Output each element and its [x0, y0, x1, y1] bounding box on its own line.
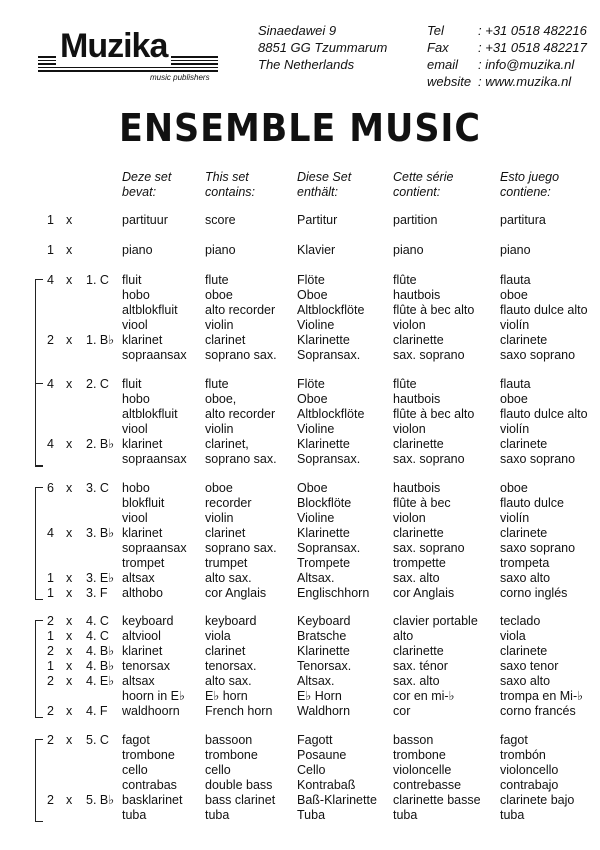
cell-es: corno inglés: [500, 586, 568, 600]
cell-count: 2: [47, 674, 54, 688]
cell-en: violin: [205, 422, 234, 436]
cell-es: saxo soprano: [500, 541, 576, 555]
cell-en: tuba: [205, 808, 230, 822]
cell-en: keyboard: [205, 614, 257, 628]
table-row: [0, 496, 600, 511]
cell-nl: blokfluit: [122, 496, 165, 510]
cell-es: partitura: [500, 213, 546, 227]
table-row: [0, 571, 600, 586]
contact-tel: : +31 0518 482216: [478, 23, 587, 38]
cell-fr: hautbois: [393, 392, 441, 406]
cell-es: clarinete bajo: [500, 793, 575, 807]
cell-x: x: [66, 571, 73, 585]
cell-de: Klavier: [297, 243, 336, 257]
cell-de: Cello: [297, 763, 326, 777]
cell-fr: clarinette: [393, 644, 444, 658]
contact-label-email: email: [427, 57, 459, 72]
cell-en: tenorsax.: [205, 659, 257, 673]
cell-count: 1: [47, 213, 54, 227]
cell-de: Englischhorn: [297, 586, 370, 600]
cell-fr: sax. alto: [393, 571, 440, 585]
cell-es: trombón: [500, 748, 546, 762]
cell-fr: clarinette: [393, 437, 444, 451]
cell-count: 2: [47, 333, 54, 347]
cell-es: violín: [500, 511, 530, 525]
cell-en: score: [205, 213, 236, 227]
cell-fr: sax. soprano: [393, 348, 465, 362]
cell-en: clarinet: [205, 644, 246, 658]
cell-en: bass clarinet: [205, 793, 276, 807]
table-row: [0, 748, 600, 763]
cell-part: 5. C: [86, 733, 109, 747]
cell-fr: sax. soprano: [393, 452, 465, 466]
cell-en: oboe: [205, 481, 233, 495]
cell-en: oboe: [205, 288, 233, 302]
cell-de: Oboe: [297, 288, 328, 302]
cell-en: oboe,: [205, 392, 237, 406]
cell-fr: cor: [393, 704, 411, 718]
cell-en: alto sax.: [205, 571, 252, 585]
cell-en: soprano sax.: [205, 541, 277, 555]
cell-de: Partitur: [297, 213, 338, 227]
cell-es: saxo alto: [500, 674, 551, 688]
cell-es: fagot: [500, 733, 528, 747]
cell-nl: waldhoorn: [122, 704, 180, 718]
cell-nl: altsax: [122, 674, 155, 688]
cell-es: clarinete: [500, 644, 548, 658]
cell-fr: trompette: [393, 556, 446, 570]
cell-part: 1. C: [86, 273, 109, 287]
address-line-2: 8851 GG Tzummarum: [258, 40, 388, 55]
column-header-en: This set contains:: [205, 170, 256, 199]
cell-nl: klarinet: [122, 644, 163, 658]
cell-de: Kontrabaß: [297, 778, 356, 792]
cell-de: Violine: [297, 511, 335, 525]
cell-count: 1: [47, 243, 54, 257]
cell-x: x: [66, 213, 73, 227]
cell-x: x: [66, 644, 73, 658]
address-line-3: The Netherlands: [258, 57, 355, 72]
cell-nl: contrabas: [122, 778, 177, 792]
table-row: [0, 614, 600, 629]
logo-subtitle: music publishers: [150, 73, 210, 82]
cell-part: 4. B♭: [86, 644, 115, 658]
cell-nl: basklarinet: [122, 793, 183, 807]
logo: Muzika: [56, 26, 171, 66]
cell-en: alto recorder: [205, 407, 276, 421]
cell-nl: viool: [122, 422, 148, 436]
cell-es: flauto dulce alto: [500, 303, 588, 317]
cell-es: viola: [500, 629, 526, 643]
cell-de: Oboe: [297, 392, 328, 406]
cell-x: x: [66, 733, 73, 747]
cell-nl: trompet: [122, 556, 165, 570]
cell-nl: klarinet: [122, 333, 163, 347]
cell-x: x: [66, 273, 73, 287]
cell-fr: hautbois: [393, 481, 441, 495]
cell-de: E♭ Horn: [297, 689, 342, 703]
cell-es: saxo tenor: [500, 659, 559, 673]
cell-fr: piano: [393, 243, 424, 257]
contact-email[interactable]: : info@muzika.nl: [478, 57, 575, 72]
cell-x: x: [66, 437, 73, 451]
cell-fr: trombone: [393, 748, 446, 762]
cell-x: x: [66, 659, 73, 673]
address-line-1: Sinaedawei 9: [258, 23, 337, 38]
cell-es: oboe: [500, 392, 528, 406]
cell-nl: tenorsax: [122, 659, 170, 673]
cell-fr: clavier portable: [393, 614, 478, 628]
contact-label-fax: Fax: [427, 40, 449, 55]
cell-de: Klarinette: [297, 644, 350, 658]
cell-en: recorder: [205, 496, 252, 510]
table-row: [0, 288, 600, 303]
table-row: [0, 644, 600, 659]
cell-nl: keyboard: [122, 614, 174, 628]
table-row: [0, 243, 600, 258]
cell-part: 4. B♭: [86, 659, 115, 673]
cell-de: Blockflöte: [297, 496, 352, 510]
table-row: [0, 511, 600, 526]
cell-part: 4. F: [86, 704, 108, 718]
table-row: [0, 556, 600, 571]
cell-es: violoncello: [500, 763, 559, 777]
cell-count: 1: [47, 586, 54, 600]
cell-de: Tenorsax.: [297, 659, 352, 673]
cell-fr: flûte à bec alto: [393, 407, 475, 421]
cell-nl: hobo: [122, 288, 150, 302]
cell-fr: clarinette: [393, 333, 444, 347]
column-header-nl: Deze set bevat:: [122, 170, 172, 199]
cell-count: 2: [47, 644, 54, 658]
cell-count: 1: [47, 629, 54, 643]
cell-nl: sopraansax: [122, 541, 187, 555]
cell-nl: piano: [122, 243, 153, 257]
contact-label-tel: Tel: [427, 23, 444, 38]
cell-en: alto sax.: [205, 674, 252, 688]
cell-part: 2. B♭: [86, 437, 115, 451]
cell-nl: altviool: [122, 629, 161, 643]
cell-en: cello: [205, 763, 231, 777]
cell-es: violín: [500, 318, 530, 332]
cell-fr: flûte: [393, 273, 417, 287]
table-row: [0, 273, 600, 288]
cell-es: oboe: [500, 288, 528, 302]
cell-fr: hautbois: [393, 288, 441, 302]
cell-en: cor Anglais: [205, 586, 267, 600]
cell-nl: sopraansax: [122, 452, 187, 466]
cell-count: 4: [47, 273, 54, 287]
cell-count: 2: [47, 733, 54, 747]
cell-nl: fluit: [122, 273, 142, 287]
cell-en: soprano sax.: [205, 452, 277, 466]
cell-fr: cor Anglais: [393, 586, 455, 600]
cell-es: saxo soprano: [500, 452, 576, 466]
cell-de: Altsax.: [297, 674, 335, 688]
cell-de: Posaune: [297, 748, 347, 762]
cell-count: 6: [47, 481, 54, 495]
table-row: [0, 407, 600, 422]
cell-nl: viool: [122, 511, 148, 525]
cell-fr: clarinette basse: [393, 793, 481, 807]
cell-count: 4: [47, 437, 54, 451]
table-row: [0, 733, 600, 748]
table-row: [0, 586, 600, 601]
cell-fr: sax. ténor: [393, 659, 448, 673]
cell-de: Altblockflöte: [297, 303, 365, 317]
cell-part: 3. C: [86, 481, 109, 495]
cell-de: Sopransax.: [297, 541, 361, 555]
cell-en: double bass: [205, 778, 273, 792]
cell-nl: fluit: [122, 377, 142, 391]
cell-es: saxo alto: [500, 571, 551, 585]
cell-fr: violon: [393, 422, 426, 436]
table-row: [0, 392, 600, 407]
cell-part: 1. B♭: [86, 333, 115, 347]
cell-nl: hoorn in E♭: [122, 689, 185, 703]
contact-fax: : +31 0518 482217: [478, 40, 587, 55]
cell-es: clarinete: [500, 526, 548, 540]
table-row: [0, 808, 600, 823]
cell-nl: altblokfluit: [122, 407, 178, 421]
cell-fr: flûte à bec alto: [393, 303, 475, 317]
cell-fr: cor en mi-♭: [393, 689, 455, 703]
cell-fr: flûte: [393, 377, 417, 391]
cell-fr: violon: [393, 511, 426, 525]
cell-es: violín: [500, 422, 530, 436]
cell-de: Klarinette: [297, 526, 350, 540]
column-header-fr: Cette série contient:: [393, 170, 454, 199]
cell-fr: alto: [393, 629, 414, 643]
cell-en: piano: [205, 243, 236, 257]
cell-de: Violine: [297, 318, 335, 332]
cell-x: x: [66, 526, 73, 540]
cell-fr: violoncelle: [393, 763, 452, 777]
cell-fr: sax. alto: [393, 674, 440, 688]
cell-x: x: [66, 614, 73, 628]
cell-es: trompeta: [500, 556, 550, 570]
cell-fr: tuba: [393, 808, 418, 822]
cell-part: 2. C: [86, 377, 109, 391]
cell-fr: flûte à bec: [393, 496, 451, 510]
cell-es: saxo soprano: [500, 348, 576, 362]
table-row: [0, 541, 600, 556]
cell-de: Sopransax.: [297, 348, 361, 362]
table-row: [0, 303, 600, 318]
cell-count: 2: [47, 793, 54, 807]
table-row: [0, 452, 600, 467]
cell-es: oboe: [500, 481, 528, 495]
cell-es: flauto dulce alto: [500, 407, 588, 421]
table-row: [0, 481, 600, 496]
cell-nl: cello: [122, 763, 148, 777]
contact-website[interactable]: : www.muzika.nl: [478, 74, 572, 89]
cell-x: x: [66, 481, 73, 495]
cell-nl: althobo: [122, 586, 164, 600]
cell-de: Trompete: [297, 556, 351, 570]
cell-part: 4. E♭: [86, 674, 115, 688]
cell-fr: clarinette: [393, 526, 444, 540]
cell-part: 4. C: [86, 629, 109, 643]
cell-part: 4. C: [86, 614, 109, 628]
cell-x: x: [66, 629, 73, 643]
cell-en: alto recorder: [205, 303, 276, 317]
table-row: [0, 629, 600, 644]
cell-es: teclado: [500, 614, 541, 628]
table-row: [0, 793, 600, 808]
cell-de: Bratsche: [297, 629, 347, 643]
cell-count: 1: [47, 571, 54, 585]
table-row: [0, 377, 600, 392]
cell-count: 2: [47, 614, 54, 628]
cell-fr: basson: [393, 733, 434, 747]
cell-nl: trombone: [122, 748, 175, 762]
cell-de: Sopransax.: [297, 452, 361, 466]
cell-count: 4: [47, 526, 54, 540]
cell-de: Flöte: [297, 273, 325, 287]
cell-en: trumpet: [205, 556, 248, 570]
cell-es: trompa en Mi-♭: [500, 689, 584, 703]
cell-de: Keyboard: [297, 614, 351, 628]
column-header-es: Esto juego contiene:: [500, 170, 560, 199]
table-row: [0, 437, 600, 452]
cell-de: Baß-Klarinette: [297, 793, 377, 807]
cell-de: Violine: [297, 422, 335, 436]
table-row: [0, 778, 600, 793]
cell-en: violin: [205, 511, 234, 525]
contact-label-website: website: [427, 74, 472, 89]
cell-en: flute: [205, 273, 229, 287]
cell-en: French horn: [205, 704, 273, 718]
cell-x: x: [66, 586, 73, 600]
cell-en: bassoon: [205, 733, 253, 747]
cell-es: clarinete: [500, 333, 548, 347]
cell-es: contrabajo: [500, 778, 559, 792]
cell-es: piano: [500, 243, 531, 257]
cell-count: 4: [47, 377, 54, 391]
cell-es: corno francés: [500, 704, 576, 718]
cell-x: x: [66, 243, 73, 257]
table-row: [0, 763, 600, 778]
cell-nl: sopraansax: [122, 348, 187, 362]
cell-es: flauto dulce: [500, 496, 564, 510]
cell-fr: partition: [393, 213, 438, 227]
cell-en: clarinet,: [205, 437, 249, 451]
table-row: [0, 422, 600, 437]
cell-en: viola: [205, 629, 231, 643]
cell-part: 3. E♭: [86, 571, 115, 585]
cell-count: 1: [47, 659, 54, 673]
cell-es: flauta: [500, 273, 531, 287]
cell-en: clarinet: [205, 526, 246, 540]
column-header-de: Diese Set enthält:: [297, 170, 352, 199]
cell-nl: hobo: [122, 392, 150, 406]
cell-en: E♭ horn: [205, 689, 248, 703]
cell-nl: klarinet: [122, 437, 163, 451]
cell-x: x: [66, 704, 73, 718]
cell-x: x: [66, 377, 73, 391]
cell-es: flauta: [500, 377, 531, 391]
cell-x: x: [66, 793, 73, 807]
cell-de: Waldhorn: [297, 704, 351, 718]
cell-de: Altsax.: [297, 571, 335, 585]
cell-de: Altblockflöte: [297, 407, 365, 421]
cell-es: tuba: [500, 808, 525, 822]
cell-de: Klarinette: [297, 333, 350, 347]
cell-en: flute: [205, 377, 229, 391]
cell-de: Fagott: [297, 733, 333, 747]
cell-part: 5. B♭: [86, 793, 115, 807]
cell-x: x: [66, 333, 73, 347]
cell-nl: altsax: [122, 571, 155, 585]
cell-nl: tuba: [122, 808, 147, 822]
cell-en: violin: [205, 318, 234, 332]
table-row: [0, 213, 600, 228]
table-row: [0, 526, 600, 541]
cell-fr: violon: [393, 318, 426, 332]
cell-de: Tuba: [297, 808, 326, 822]
cell-nl: hobo: [122, 481, 150, 495]
cell-x: x: [66, 674, 73, 688]
cell-en: trombone: [205, 748, 258, 762]
table-row: [0, 348, 600, 363]
cell-part: 3. F: [86, 586, 108, 600]
page-title: ENSEMBLE MUSIC: [119, 106, 481, 150]
table-row: [0, 704, 600, 719]
cell-de: Flöte: [297, 377, 325, 391]
cell-nl: altblokfluit: [122, 303, 178, 317]
table-row: [0, 318, 600, 333]
cell-de: Oboe: [297, 481, 328, 495]
cell-part: 3. B♭: [86, 526, 115, 540]
cell-en: soprano sax.: [205, 348, 277, 362]
cell-nl: partituur: [122, 213, 168, 227]
table-row: [0, 659, 600, 674]
cell-nl: fagot: [122, 733, 150, 747]
table-row: [0, 674, 600, 689]
cell-fr: sax. soprano: [393, 541, 465, 555]
cell-de: Klarinette: [297, 437, 350, 451]
cell-en: clarinet: [205, 333, 246, 347]
cell-es: clarinete: [500, 437, 548, 451]
cell-nl: viool: [122, 318, 148, 332]
table-row: [0, 333, 600, 348]
cell-count: 2: [47, 704, 54, 718]
cell-fr: contrebasse: [393, 778, 462, 792]
table-row: [0, 689, 600, 704]
cell-nl: klarinet: [122, 526, 163, 540]
